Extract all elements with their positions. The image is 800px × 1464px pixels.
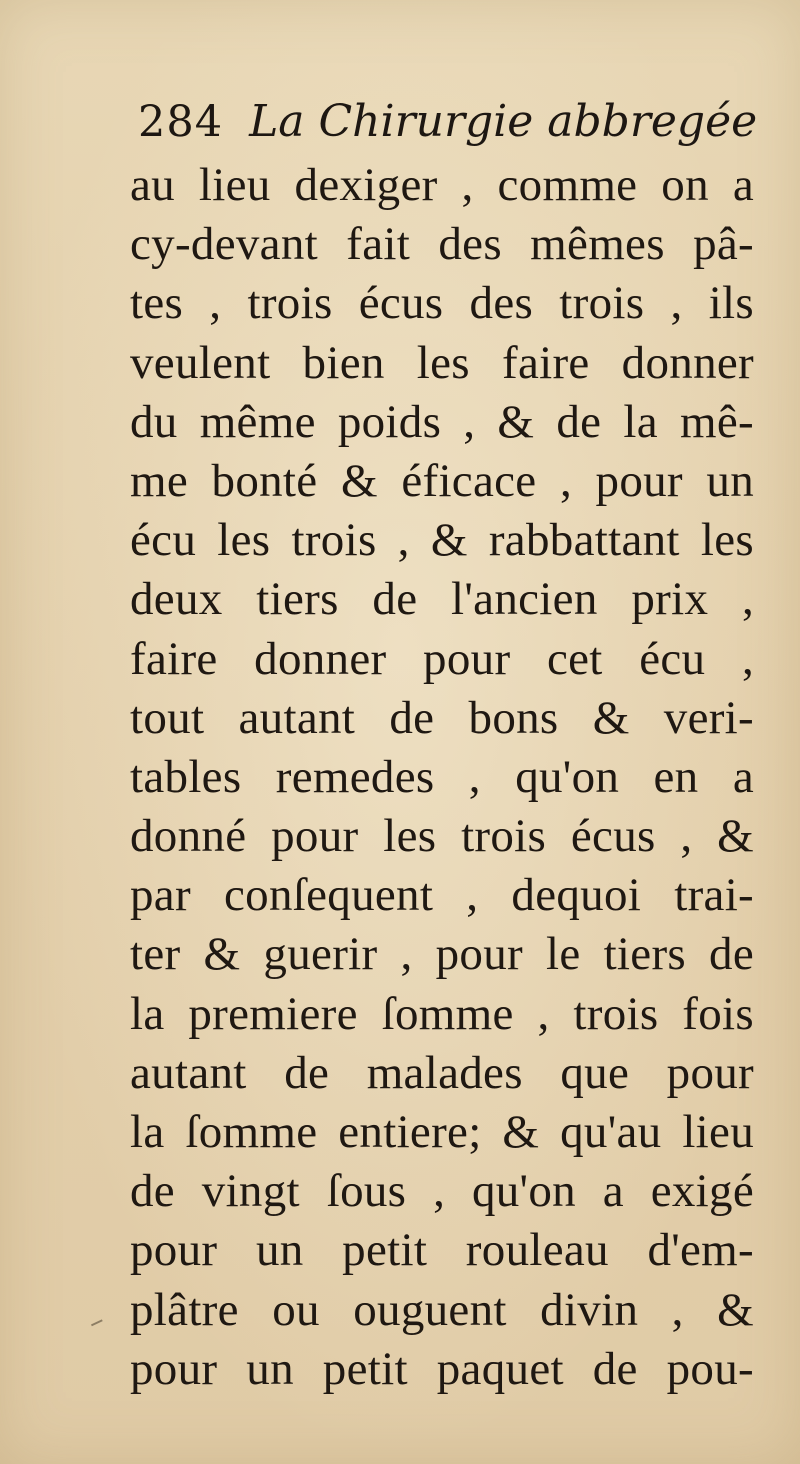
text-line: pour un petit rouleau d'em- xyxy=(130,1224,754,1277)
text-line: donné pour les trois écus , & xyxy=(130,810,754,863)
text-line: me bonté & éficace , pour un xyxy=(130,454,754,507)
text-line: la premiere ſomme , trois fois xyxy=(130,987,754,1040)
text-line: autant de malades que pour xyxy=(130,1046,754,1099)
text-line: veulent bien les faire donner xyxy=(130,336,754,389)
text-line: la ſomme entiere; & qu'au lieu xyxy=(130,1106,754,1158)
text-line: tout autant de bons & veri- xyxy=(130,691,754,744)
text-line: pour un petit paquet de pou- xyxy=(130,1342,754,1395)
text-line: faire donner pour cet écu , xyxy=(130,632,754,685)
text-line: deux tiers de l'ancien prix , xyxy=(130,573,754,626)
text-line: par conſequent , dequoi trai- xyxy=(130,869,754,922)
page-header xyxy=(138,96,757,156)
text-line: tes , trois écus des trois , ils xyxy=(130,277,754,330)
text-line: tables remedes , qu'on en a xyxy=(130,750,754,803)
text-line: au lieu dexiger , comme on a xyxy=(130,159,754,211)
ink-mark xyxy=(89,1316,102,1327)
page-number: 284 xyxy=(138,97,224,147)
text-line: cy-devant fait des mêmes pâ- xyxy=(130,218,754,271)
running-title: La Chirurgie abbregée xyxy=(249,96,758,147)
text-line: plâtre ou ouguent divin , & xyxy=(130,1283,754,1336)
text-line: de vingt ſous , qu'on a exigé xyxy=(130,1165,754,1218)
text-line: écu les trois , & rabbattant les xyxy=(130,514,754,567)
text-line: du même poids , & de la mê- xyxy=(130,395,754,448)
body-text xyxy=(130,156,754,1399)
text-line: ter & guerir , pour le tiers de xyxy=(130,928,754,981)
